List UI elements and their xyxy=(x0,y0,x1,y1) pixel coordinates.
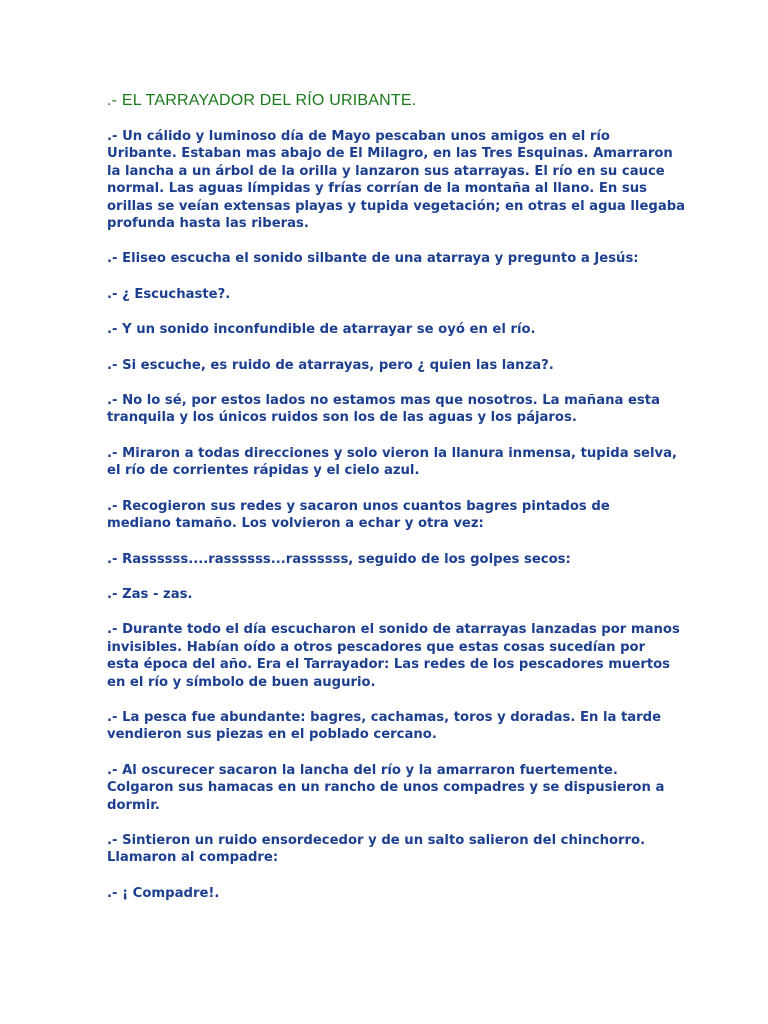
text-line: .- Recogieron sus redes y sacaron unos cuantos bagres pintados de xyxy=(107,498,610,514)
paragraph xyxy=(107,128,686,232)
paragraph xyxy=(107,832,667,867)
text-line: el río de corrientes rápidas y el cielo azul. xyxy=(107,463,420,479)
text-line: esta época del año. Era el Tarrayador: Las redes de los pescadores muertos xyxy=(107,657,671,673)
text-line: .- ¡ Compadre!. xyxy=(107,885,220,901)
text-line: .- Durante todo el día escucharon el sonido de atarrayas lanzadas por manos xyxy=(107,622,680,638)
text-line: tranquila y los únicos ruidos son los de las aguas y los pájaros. xyxy=(107,410,577,426)
text-line: .- Si escuche, es ruido de atarrayas, pero ¿ quien las lanza?. xyxy=(107,357,554,373)
paragraph xyxy=(107,392,667,427)
paragraph xyxy=(107,286,667,303)
text-line: .- Eliseo escucha el sonido silbante de una atarraya y pregunto a Jesús: xyxy=(107,251,639,267)
text-line: en el río y símbolo de buen augurio. xyxy=(107,674,376,690)
paragraph xyxy=(107,885,667,902)
paragraph xyxy=(107,321,667,338)
text-line: .- Rassssss....rassssss...rassssss, seguido de los golpes secos: xyxy=(107,551,571,567)
text-line: normal. Las aguas límpidas y frías corrían de la montaña al llano. En sus xyxy=(107,181,647,197)
document-title: .- EL TARRAYADOR DEL RÍO URIBANTE. xyxy=(107,92,417,109)
text-line: .- Sintieron un ruido ensordecedor y de un salto salieron del chinchorro. xyxy=(107,832,646,848)
text-line: Uribante. Estaban mas abajo de El Milagro, en las Tres Esquinas. Amarraron xyxy=(107,146,673,162)
text-line: Colgaron sus hamacas en un rancho de unos compadres y se dispusieron a xyxy=(107,780,665,796)
text-line: vendieron sus piezas en el poblado cercano. xyxy=(107,727,437,743)
document-body xyxy=(107,91,686,920)
text-line: .- Un cálido y luminoso día de Mayo pescaban unos amigos en el río xyxy=(107,129,610,144)
text-line: Llamaron al compadre: xyxy=(107,850,279,866)
text-line: la lancha a un árbol de la orilla y lanzaron sus atarrayas. El río en su cauce xyxy=(107,163,665,179)
text-line: .- Miraron a todas direcciones y solo vieron la llanura inmensa, tupida selva, xyxy=(107,445,678,461)
text-line: .- Zas - zas. xyxy=(107,586,193,602)
text-line: .- Y un sonido inconfundible de atarrayar se oyó en el río. xyxy=(107,322,536,338)
paragraph xyxy=(107,621,680,691)
paragraph xyxy=(107,498,667,533)
paragraph xyxy=(107,357,667,374)
text-line: orillas se veían extensas playas y tupida vegetación; en otras el agua llegaba xyxy=(107,198,686,214)
text-line: invisibles. Habían oído a otros pescadores que estas cosas sucedían por xyxy=(107,639,646,655)
text-line: .- No lo sé, por estos lados no estamos mas que nosotros. La mañana esta xyxy=(107,393,660,409)
text-line: dormir. xyxy=(107,797,160,813)
paragraph xyxy=(107,551,667,568)
text-line: mediano tamaño. Los volvieron a echar y otra vez: xyxy=(107,516,484,532)
text-line: profunda hasta las riberas. xyxy=(107,216,309,232)
text-line: .- La pesca fue abundante: bagres, cachamas, toros y doradas. En la tarde xyxy=(107,709,662,725)
paragraph xyxy=(107,250,667,267)
paragraph xyxy=(107,445,678,480)
paragraph xyxy=(107,586,667,603)
paragraph xyxy=(107,709,667,744)
text-line: .- Al oscurecer sacaron la lancha del río y la amarraron fuertemente. xyxy=(107,762,618,778)
paragraph-list xyxy=(107,128,686,902)
paragraph xyxy=(107,762,667,814)
text-line: .- ¿ Escuchaste?. xyxy=(107,286,231,302)
